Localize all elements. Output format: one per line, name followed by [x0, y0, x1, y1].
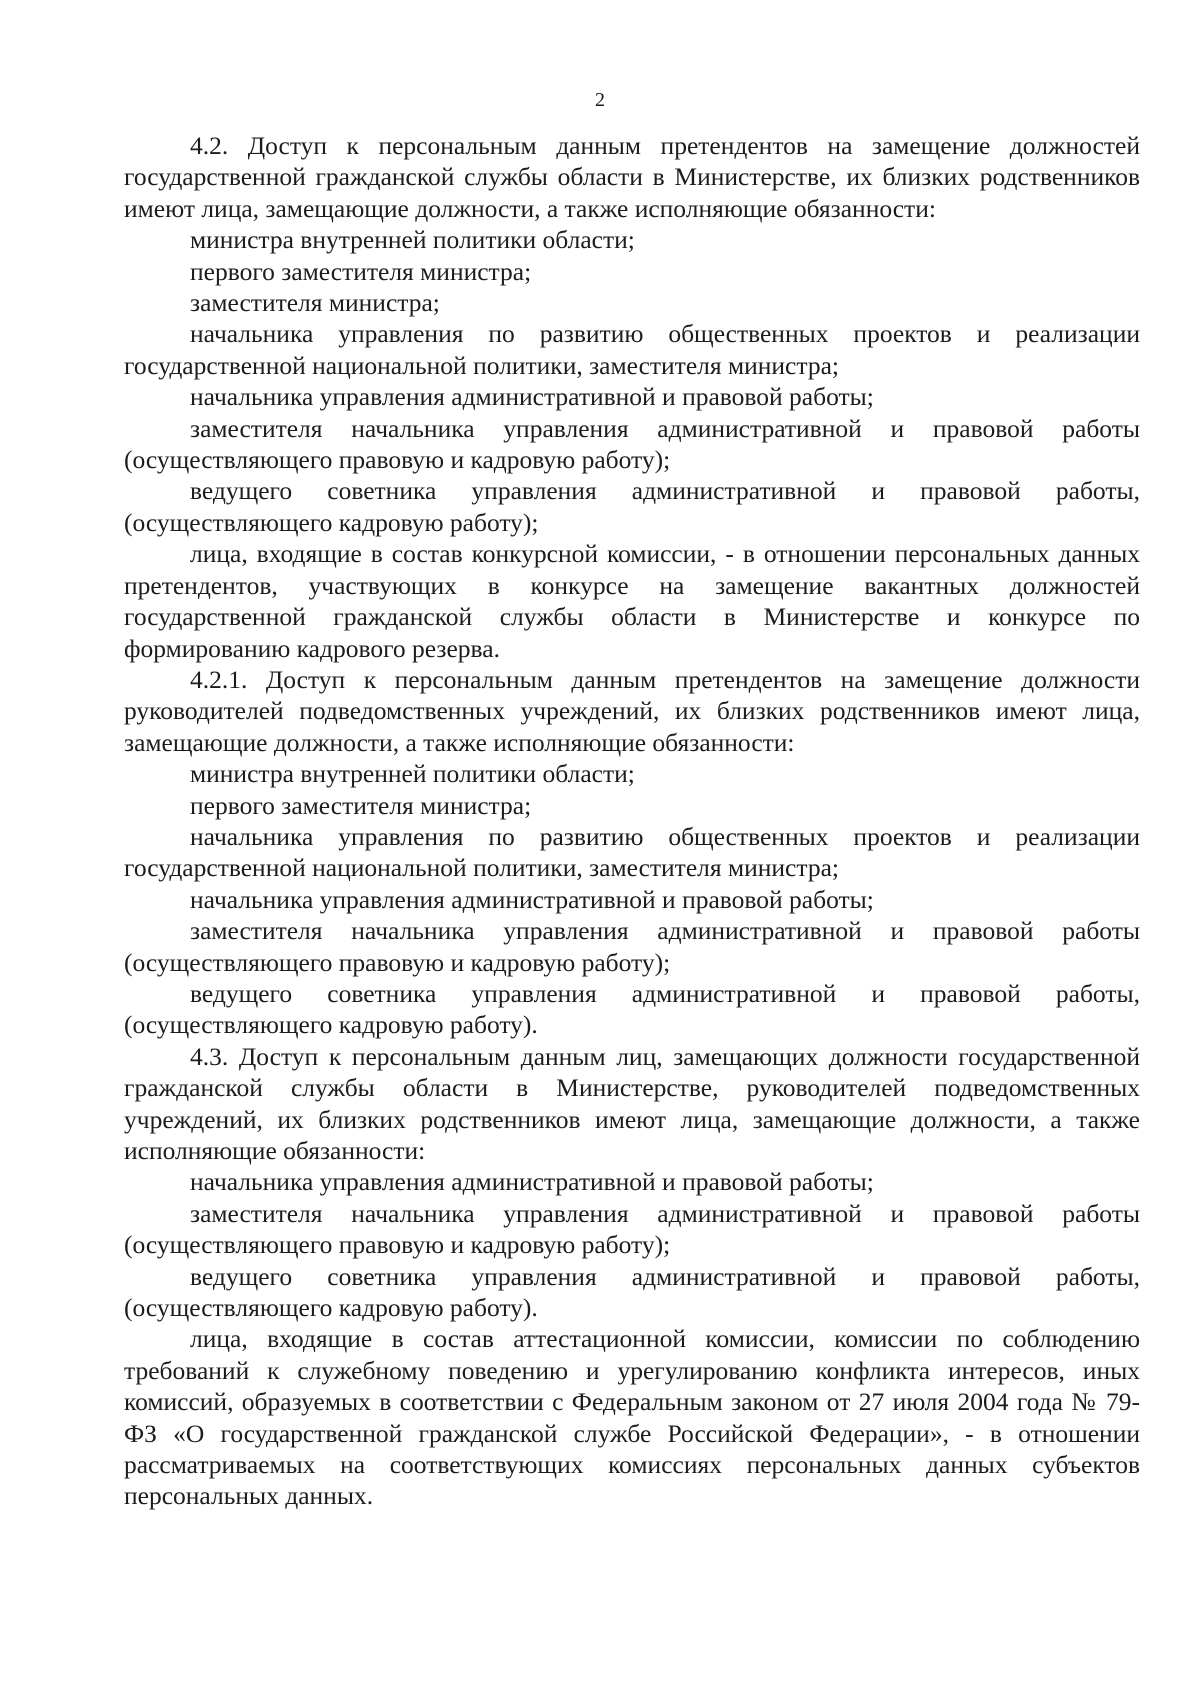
list-item: начальника управления административной и правовой работы;	[190, 884, 874, 914]
list-item: начальника управления по развитию общественных проектов и реализации государственной национальной политики, заместителя министра;	[124, 821, 1140, 883]
page-number: 2	[595, 89, 605, 111]
list-item: начальника управления по развитию общественных проектов и реализации государственной национальной политики, заместителя министра;	[124, 319, 1140, 380]
list-item: лица, входящие в состав аттестационной комиссии, комиссии по соблюдению требований к служебному поведению и урегулированию конфликта интересов, иных комиссий, образуемых в соответствии с Федеральным законом от 27 июля 2004 года № 79-ФЗ «О государственной гражданской службе Российской Федерации», - в отношении рассматриваемых на соответствующих комиссиях персональных данных субъектов персональных данных.	[124, 1324, 1140, 1511]
list-item: начальника управления административной и правовой работы;	[190, 382, 874, 412]
list-item: министра внутренней политики области;	[190, 225, 635, 255]
paragraph-4-2-1: 4.2.1. Доступ к персональным данным претендентов на замещение должности руководителей подведомственных учреждений, их близких родственников имеют лица, замещающие должности, а также исполняющие обязанности:	[124, 664, 1140, 757]
list-item: заместителя начальника управления административной и правовой работы (осуществляющего правовую и кадровую работу);	[124, 413, 1140, 475]
list-item: лица, входящие в состав конкурсной комиссии, - в отношении персональных данных претендентов, участвующих в конкурсе на замещение вакантных должностей государственной гражданской службы области в Министерстве и конкурсе по формированию кадрового резерва.	[124, 539, 1140, 663]
list-item: заместителя начальника управления административной и правовой работы (осуществляющего правовую и кадровую работу);	[124, 1198, 1140, 1260]
paragraph-4-2: 4.2. Доступ к персональным данным претендентов на замещение должностей государственной гражданской службы области в Министерстве, их близких родственников имеют лица, замещающие должности, а также исполняющие обязанности:	[124, 131, 1140, 223]
list-item: первого заместителя министра;	[190, 256, 532, 286]
list-item: ведущего советника управления административной и правовой работы, (осуществляющего кадровую работу);	[124, 476, 1140, 537]
list-item: первого заместителя министра;	[190, 790, 532, 820]
document-body	[124, 130, 1140, 1512]
list-item: ведущего советника управления административной и правовой работы, (осуществляющего кадровую работу).	[124, 978, 1140, 1040]
list-item: заместителя министра;	[190, 288, 440, 318]
list-item: ведущего советника управления административной и правовой работы, (осуществляющего кадровую работу).	[124, 1261, 1140, 1323]
paragraph-4-3: 4.3. Доступ к персональным данным лиц, замещающих должности государственной гражданской службы области в Министерстве, руководителей подведомственных учреждений, их близких родственников имеют лица, замещающие должности, а также исполняющие обязанности:	[124, 1041, 1140, 1165]
list-item: заместителя начальника управления административной и правовой работы (осуществляющего правовую и кадровую работу);	[124, 916, 1140, 977]
list-item: министра внутренней политики области;	[190, 759, 635, 789]
list-item: начальника управления административной и правовой работы;	[190, 1167, 874, 1197]
